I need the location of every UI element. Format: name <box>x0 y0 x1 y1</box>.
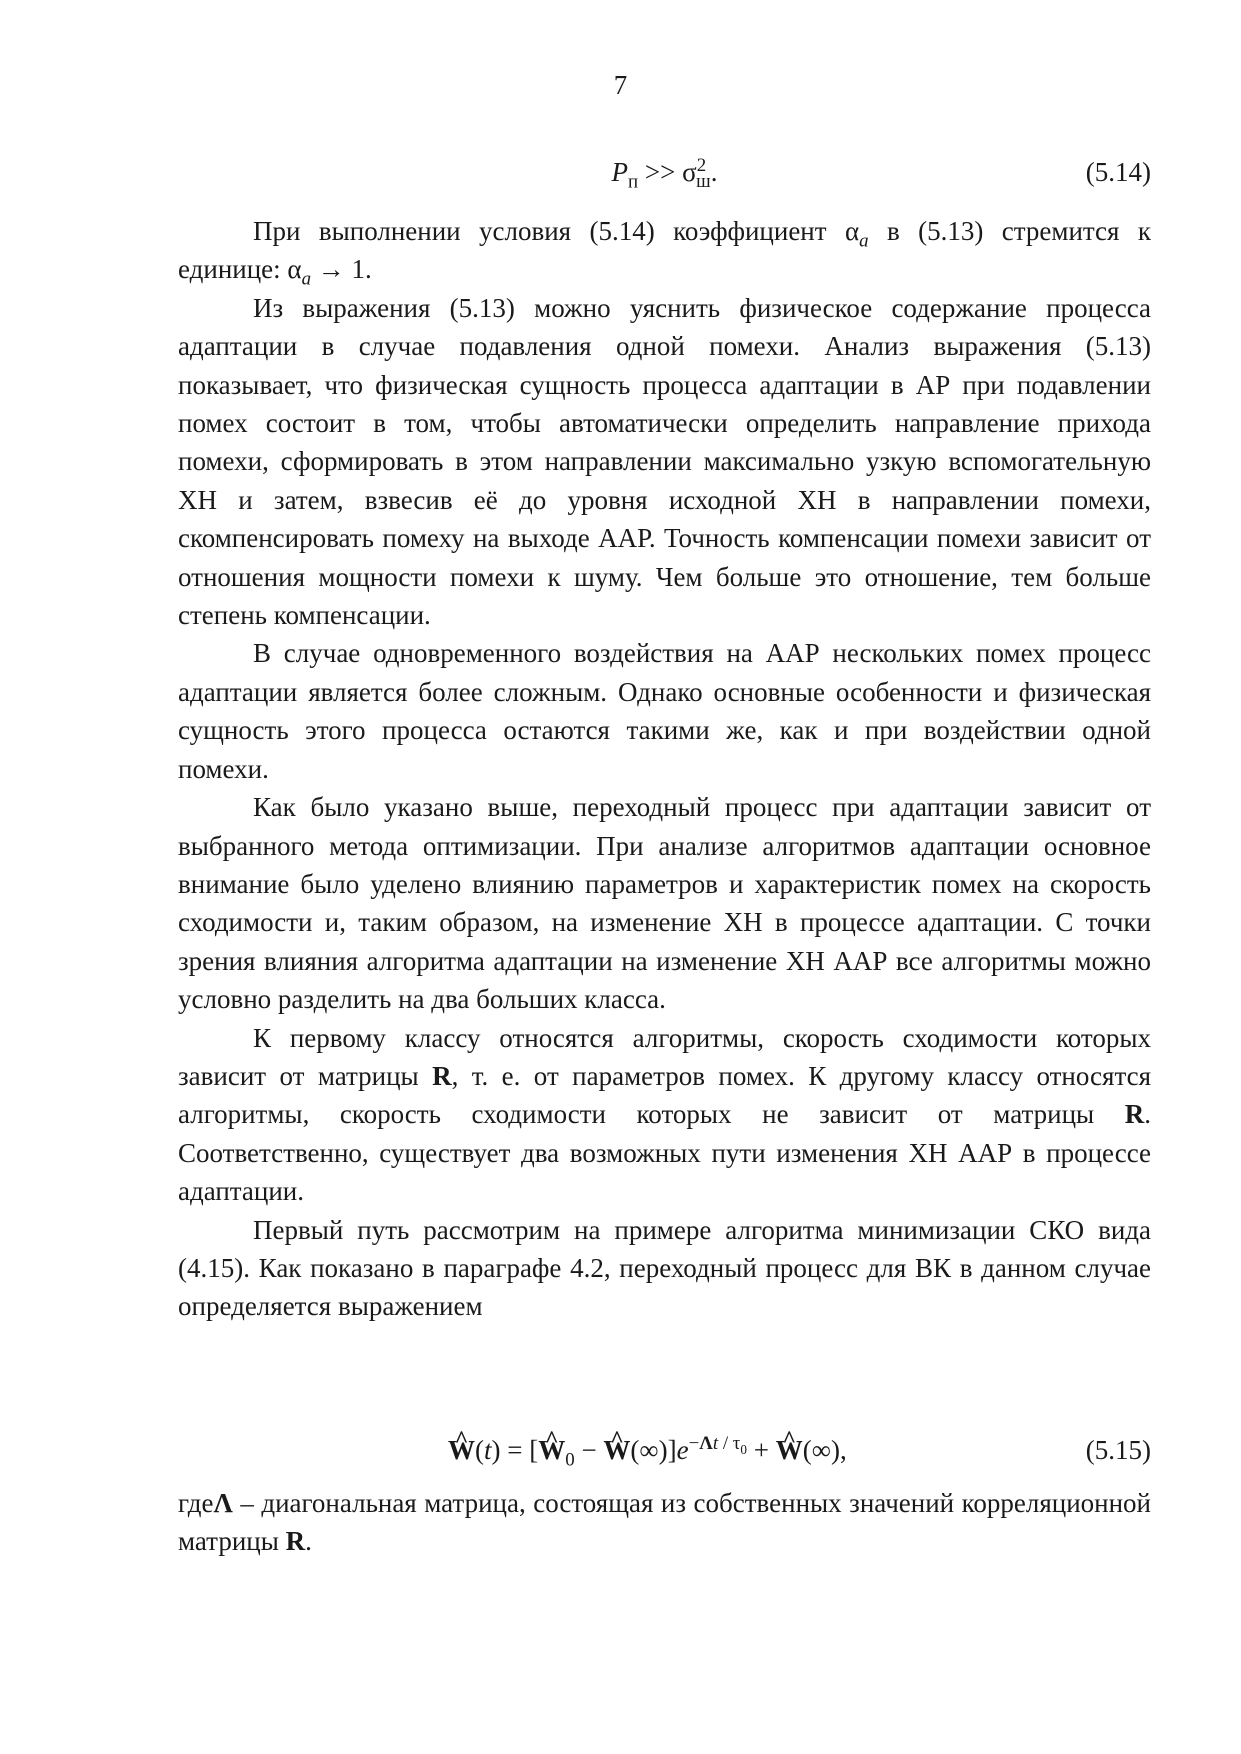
equation-5-15-number: (5.15) <box>1085 1435 1151 1465</box>
paragraph-5: К первому классу относятся алгоритмы, скорость сходимости которых зависит от матрицы R, т. е. от параметров помех. К другому классу относятся алгоритмы, скорость сходимости которых не зависит от матрицы R. Соответственно, существует два возможных пути изменения ХН ААР в процессе адаптации. <box>178 1022 1151 1207</box>
equation-5-14-number: (5.14) <box>1085 157 1151 187</box>
paragraph-1: При выполнении условия (5.14) коэффициент $\alpha_a$ в (5.13) стремится к единице: $\alpha_a \to 1$. <box>178 216 1151 290</box>
equation-5-14-formula: $P_п >> \sigma^2_ш$. <box>611 155 718 193</box>
paragraph-4: Как было указано выше, переходный процесс при адаптации зависит от выбранного метода оптимизации. При анализе алгоритмов адаптации основное внимание было уделено влиянию параметров и характеристик помех на скорость сходимости и, таким образом, на изменение ХН в процессе адаптации. С точки зрения влияния алгоритма адаптации на изменение ХН ААР все алгоритмы можно условно разделить на два больших класса. <box>178 792 1151 1015</box>
main-text <box>178 212 1151 1326</box>
equation-5-15-formula: ^ W(t) = [^ $W_0$ − ^ $W(\infty)]e^{-\Lambda t / \tau_0}$ + ^ W(∞), <box>448 1428 847 1472</box>
equation-5-14 <box>178 150 1151 194</box>
paragraph-3: В случае одновременного воздействия на ААР нескольких помех процесс адаптации является более сложным. Однако основные особенности и физическая сущность этого процесса остаются такими же, как и при воздействии одной помехи. <box>178 638 1151 784</box>
paragraph-2: Из выражения (5.13) можно уяснить физическое содержание процесса адаптации в случае подавления одной помехи. Анализ выражения (5.13) показывает, что физическая сущность процесса адаптации в АР при подавлении помех состоит в том, чтобы автоматически определить направление прихода помехи, сформировать в этом направлении максимально узкую вспомогательную ХН и затем, взвесив её до уровня исходной ХН в направлении помехи, скомпенсировать помеху на выходе ААР. Точность компенсации помехи зависит от отношения мощности помехи к шуму. Чем больше это отношение, тем больше степень компенсации. <box>178 292 1151 631</box>
final-text <box>178 1484 1151 1561</box>
equation-5-15 <box>178 1428 1151 1472</box>
page-number: 7 <box>613 70 628 100</box>
paragraph-7: гдеΛ – диагональная матрица, состоящая из собственных значений корреляционной матрицы R. <box>178 1488 1151 1557</box>
paragraph-6: Первый путь рассмотрим на примере алгоритма минимизации СКО вида (4.15). Как показано в параграфе 4.2, переходный процесс для ВК в данном случае определяется выражением <box>178 1214 1151 1322</box>
